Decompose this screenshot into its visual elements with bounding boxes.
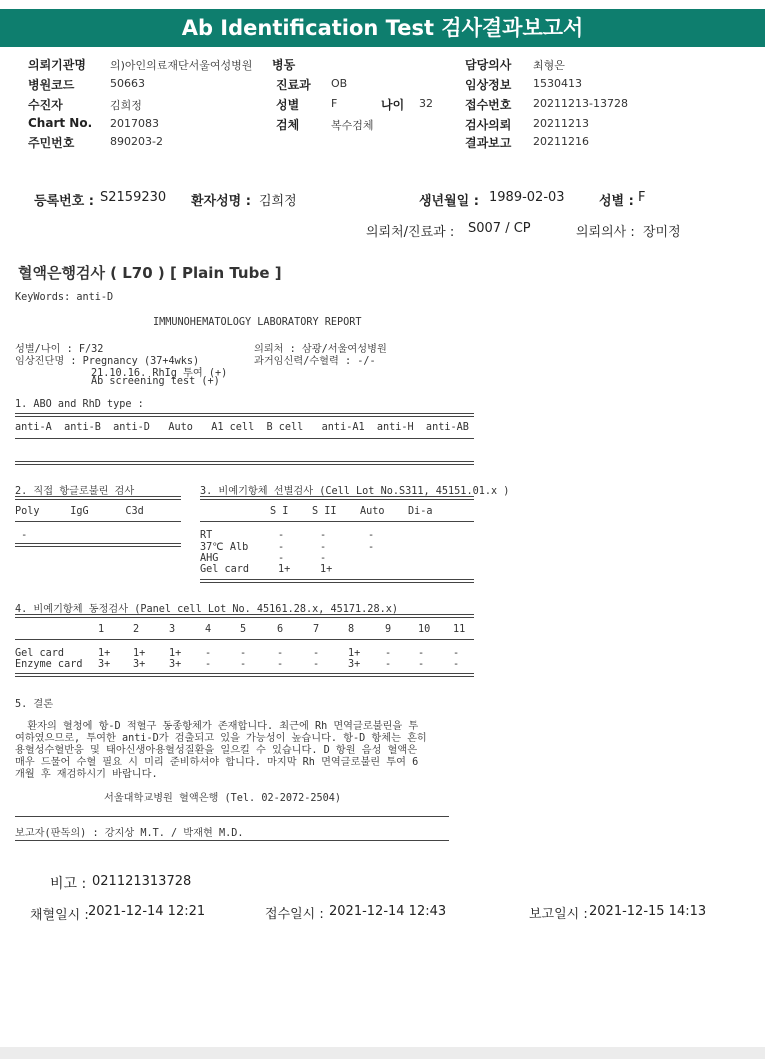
s4-cell: - — [418, 659, 425, 670]
s4-cell: 3+ — [169, 659, 182, 670]
s3-row-label: Gel card — [200, 564, 250, 575]
s4-cell: - — [313, 648, 320, 659]
report-time-value: 2021-12-15 14:13 — [589, 904, 707, 919]
s4-col-header: 9 — [385, 624, 392, 635]
referring-doctor-value: 장미정 — [643, 225, 681, 240]
s4-cell: 3+ — [133, 659, 146, 670]
bottom-bar — [0, 1047, 765, 1059]
s4-col-header: 10 — [418, 624, 431, 635]
reg-no-label: 등록번호 : — [34, 194, 94, 209]
s5-title: 5. 결론 — [15, 699, 54, 710]
s4-col-header: 3 — [169, 624, 176, 635]
dept-label: 의뢰처/진료과 : — [366, 225, 455, 240]
sex-label: 성별 — [276, 98, 300, 112]
patient-sex-label: 성별 : — [599, 194, 634, 209]
s4-rule-bottom — [15, 673, 474, 677]
s2-headers: Poly IgG C3d — [15, 506, 144, 517]
s3-cell: - — [278, 542, 285, 553]
chart-no-label: Chart No. — [28, 116, 93, 130]
keywords: KeyWords: anti-D — [15, 292, 114, 303]
dob-label: 생년월일 : — [419, 194, 479, 209]
s4-col-header: 5 — [240, 624, 247, 635]
s4-cell: - — [418, 648, 425, 659]
clinical-info-label: 임상정보 — [465, 78, 512, 92]
s4-cell: - — [385, 659, 392, 670]
conclusion-line-2: 여하였으므로, 투여한 anti-D가 검출되고 있을 가능성이 높습니다. 항-D 항체는 흔히 — [15, 733, 427, 744]
s4-row-label: Gel card — [15, 648, 65, 659]
chart-no-value: 2017083 — [110, 117, 159, 130]
reg-no-value: S2159230 — [100, 190, 167, 205]
s1-rule-mid — [15, 438, 474, 439]
request-date-value: 20211213 — [533, 117, 589, 130]
s3-row-label: AHG — [200, 553, 219, 564]
s3-rule-top — [200, 496, 474, 500]
s4-cell: - — [240, 659, 247, 670]
s4-cell: - — [313, 659, 320, 670]
age-label: 나이 — [381, 98, 405, 112]
report-date-label: 결과보고 — [465, 136, 512, 150]
s4-cell: - — [205, 648, 212, 659]
s4-rule-mid — [15, 639, 474, 640]
s3-row-label: RT — [200, 530, 213, 541]
s4-cell: 1+ — [133, 648, 146, 659]
s3-col-header: Di-a — [408, 506, 433, 517]
s2-rule-bottom — [15, 543, 181, 547]
lab-report-title: IMMUNOHEMATOLOGY LABORATORY REPORT — [153, 317, 362, 328]
s3-cell: 1+ — [278, 564, 291, 575]
referring-doctor-label: 의뢰의사 : — [576, 225, 635, 240]
collect-value: 2021-12-14 12:21 — [88, 904, 206, 919]
specimen-value: 복수검체 — [331, 119, 374, 132]
receipt-no-value: 20211213-13728 — [533, 97, 628, 110]
s4-cell: 3+ — [348, 659, 361, 670]
s2-rule-top — [15, 496, 181, 500]
s3-cell: - — [320, 542, 327, 553]
resident-no-value: 890203-2 — [110, 135, 163, 148]
s4-col-header: 7 — [313, 624, 320, 635]
report-time-label: 보고일시 : — [529, 907, 588, 922]
history-line: 과거임신력/수혈력 : -/- — [254, 356, 376, 367]
s4-cell: 1+ — [98, 648, 111, 659]
report-date-value: 20211216 — [533, 135, 589, 148]
note-value: 021121313728 — [92, 874, 192, 889]
receipt-no-label: 접수번호 — [465, 98, 512, 112]
referrer-line: 의뢰처 : 삼광/서울여성병원 — [254, 344, 387, 355]
s4-col-header: 1 — [98, 624, 105, 635]
s1-rule-top — [15, 413, 474, 417]
s4-title: 4. 비예기항체 동정검사 (Panel cell Lot No. 45161.28.x, 45171.28.x) — [15, 604, 398, 615]
reporter-line: 보고자(판독의) : 강지상 M.T. / 박재현 M.D. — [15, 828, 244, 839]
s3-rule-mid — [200, 521, 474, 522]
hospital-code-label: 병원코드 — [28, 78, 75, 92]
s4-cell: 3+ — [98, 659, 111, 670]
note-label: 비고 : — [50, 876, 87, 892]
collector-value: 김희정 — [110, 99, 142, 112]
patient-name-value: 김희정 — [259, 194, 297, 209]
dept-value: S007 / CP — [468, 221, 531, 236]
s4-cell: - — [205, 659, 212, 670]
s3-cell: - — [278, 553, 285, 564]
diagnosis-line-2: 21.10.16. RhIg 투여 (+) — [91, 368, 228, 379]
s4-cell: - — [453, 648, 460, 659]
conclusion-line-4: 매우 드물어 수혈 필요 시 미리 준비하셔야 합니다. 마지막 Rh 면역글로불린 투여 6 — [15, 757, 419, 768]
report-title-banner: Ab Identification Test 검사결과보고서 — [0, 9, 765, 47]
age-value: 32 — [419, 97, 433, 110]
s4-cell: - — [385, 648, 392, 659]
s3-rule-bottom — [200, 579, 474, 583]
s4-cell: - — [277, 648, 284, 659]
s3-cell: - — [368, 530, 375, 541]
institution-label: 의뢰기관명 — [28, 58, 86, 72]
s4-cell: 1+ — [169, 648, 182, 659]
collect-label: 채혈일시 : — [30, 908, 89, 923]
s4-cell: 1+ — [348, 648, 361, 659]
s3-title: 3. 비예기항체 선별검사 (Cell Lot No.S311, 45151.01.x ) — [200, 486, 510, 497]
request-date-label: 검사의뢰 — [465, 118, 512, 132]
s3-cell: - — [320, 553, 327, 564]
test-title: 혈액은행검사 ( L70 ) [ Plain Tube ] — [18, 264, 282, 282]
s4-cell: - — [240, 648, 247, 659]
s1-headers: anti-A anti-B anti-D Auto A1 cell B cell anti-A1 anti-H anti-AB — [15, 422, 469, 433]
receive-label: 접수일시 : — [265, 907, 324, 922]
diagnosis-line-1: 임상진단명 : Pregnancy (37+4wks) — [15, 356, 200, 367]
s3-cell: 1+ — [320, 564, 333, 575]
s2-result: - — [15, 530, 28, 541]
ward-label: 병동 — [272, 58, 296, 72]
s3-col-header: S I — [270, 506, 289, 517]
collector-label: 수진자 — [28, 98, 63, 112]
conclusion-line-1: 환자의 혈청에 항-D 적혈구 동종항체가 존재합니다. 최근에 Rh 면역글로불린을 투 — [15, 721, 419, 732]
s4-cell: - — [277, 659, 284, 670]
blood-bank-line: 서울대학교병원 혈액은행 (Tel. 02-2072-2504) — [104, 793, 342, 804]
s4-row-label: Enzyme card — [15, 659, 83, 670]
diagnosis-line-3: Ab screening test (+) — [91, 376, 220, 387]
doctor-value: 최형은 — [533, 59, 565, 72]
specimen-label: 검체 — [276, 118, 300, 132]
dob-value: 1989-02-03 — [489, 190, 565, 205]
s3-row-label: 37℃ Alb — [200, 542, 249, 553]
s4-col-header: 8 — [348, 624, 355, 635]
clinical-info-value: 1530413 — [533, 77, 582, 90]
resident-no-label: 주민번호 — [28, 136, 75, 150]
s4-col-header: 6 — [277, 624, 284, 635]
s4-cell: - — [453, 659, 460, 670]
s1-rule-bottom — [15, 461, 474, 465]
doctor-label: 담당의사 — [465, 58, 512, 72]
reporter-rule-bottom — [15, 840, 449, 841]
institution-value: 의)아인의료재단서울여성병원 — [110, 59, 253, 72]
hospital-code-value: 50663 — [110, 77, 145, 90]
sex-value: F — [331, 97, 338, 110]
s3-col-header: S II — [312, 506, 337, 517]
conclusion-line-3: 용혈성수혈반응 및 태아신생아용혈성질환을 일으킬 수 있습니다. D 항원 음성 혈액은 — [15, 745, 418, 756]
patient-sex-value: F — [638, 190, 646, 205]
s4-col-header: 11 — [453, 624, 466, 635]
s3-cell: - — [278, 530, 285, 541]
s3-cell: - — [320, 530, 327, 541]
reporter-rule-top — [15, 816, 449, 817]
s3-col-header: Auto — [360, 506, 385, 517]
s3-cell: - — [368, 542, 375, 553]
conclusion-line-5: 개월 후 재검하시기 바랍니다. — [15, 769, 158, 780]
s2-rule-mid — [15, 521, 181, 522]
department-label: 진료과 — [276, 78, 311, 92]
patient-name-label: 환자성명 : — [191, 194, 251, 209]
s4-col-header: 4 — [205, 624, 212, 635]
receive-value: 2021-12-14 12:43 — [329, 904, 447, 919]
sex-age-line: 성별/나이 : F/32 — [15, 344, 104, 355]
s2-title: 2. 직접 항글로불린 검사 — [15, 486, 135, 497]
department-value: OB — [331, 77, 348, 90]
s1-title: 1. ABO and RhD type : — [15, 399, 144, 410]
s4-rule-top — [15, 614, 474, 618]
s4-col-header: 2 — [133, 624, 140, 635]
